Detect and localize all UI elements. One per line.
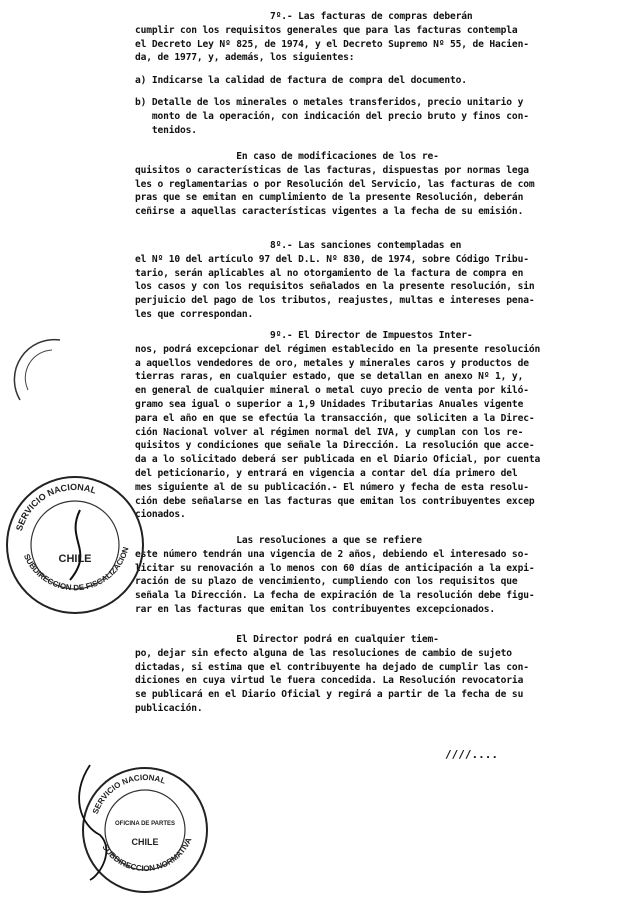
partial-stamp — [0, 330, 70, 410]
text-line: cumplir con los requisitos generales que para las facturas contempla — [135, 24, 518, 36]
seal-2-center-b: CHILE — [131, 837, 159, 847]
text-line: este número tendrán una vigencia de 2 años, debiendo el interesado so- — [135, 548, 529, 560]
seal-2-top-text: SERVICIO NACIONAL — [90, 772, 167, 816]
text-line: El Director podrá en cualquier tiem- — [135, 634, 439, 645]
text-line: monto de la operación, con indicación del precio bruto y finos con- — [135, 110, 529, 122]
text-line: a aquellos vendedores de oro, metales y minerales caros y productos de — [135, 357, 529, 369]
text-line: En caso de modificaciones de los re- — [135, 151, 439, 162]
text-line: dictadas, si estima que el contribuyente ha dejado de cumplir las con- — [135, 661, 529, 673]
text-line: da a lo solicitado deberá ser publicada en el Diario Oficial, por cuenta — [135, 454, 541, 466]
text-line: pras que se emitan en cumplimiento de la presente Resolución, deberán — [135, 192, 524, 204]
text-line: rar en las facturas que emitan los contribuyentes excepcionados. — [135, 603, 496, 615]
text-line: los casos y con los requisitos señalados en la presente resolución, sin — [135, 281, 535, 293]
svg-text:SERVICIO NACIONAL — [14, 482, 98, 532]
svg-text:SERVICIO NACIONAL — [91, 773, 167, 815]
text-line: 9º.- El Director de Impuestos Inter- — [135, 330, 473, 341]
validity-paragraph — [135, 534, 600, 617]
text-line: diciones en cuya virtud le fuera concedida. La Resolución revocatoria — [135, 675, 524, 687]
text-line: se publicará en el Diario Oficial y regirá a partir de la fecha de su — [135, 689, 524, 701]
seal-1-bottom-text: SUBDIRECCION DE FISCALIZACION — [21, 545, 131, 593]
text-line: quisitos o características de las facturas, dispuestas por normas lega — [135, 164, 529, 176]
text-line: tenidos. — [135, 124, 197, 136]
seal-2-bottom-text: SUBDIRECCION NORMATIVA — [100, 836, 194, 874]
text-line: ción Nacional volver al régimen normal del IVA, y cumplan con los re- — [135, 426, 524, 438]
text-line: quisitos y condiciones que señale la Dirección. La resolución que acce- — [135, 440, 535, 452]
text-line: ceñirse a aquellas características vigentes a la fecha de su emisión. — [135, 206, 524, 218]
modifications-paragraph — [135, 150, 600, 219]
text-line: perjuicio del pago de los tributos, reajustes, multas e intereses pena- — [135, 295, 535, 307]
seal-1-center: CHILE — [58, 553, 92, 565]
text-line: les que correspondan. — [135, 308, 254, 320]
text-line: licitar su renovación a lo menos con 60 días de anticipación a la expi- — [135, 562, 535, 574]
text-line: Las resoluciones a que se refiere — [135, 535, 422, 546]
text-line: nos, podrá excepcionar del régimen establecido en la presente resolución — [135, 343, 541, 355]
text-line: en general de cualquier mineral o metal cuyo precio de venta por kiló- — [135, 385, 529, 397]
text-line: ración de su plazo de vencimiento, cumpliendo con los requisitos que — [135, 576, 518, 588]
section-8-paragraph — [135, 239, 600, 322]
text-line: señala la Dirección. La fecha de expiración de la resolución debe figu- — [135, 590, 535, 602]
text-line: publicación. — [135, 702, 203, 714]
list-item-b — [135, 96, 600, 137]
text-line: 8º.- Las sanciones contempladas en — [135, 240, 462, 251]
list-item-a: a) Indicarse la calidad de factura de compra del documento. — [135, 75, 467, 86]
text-line: tierras raras, en cualquier estado, que se detallan en anexo Nº 1, y, — [135, 371, 524, 383]
text-line: les o reglamentarias o por Resolución del Servicio, las facturas de com — [135, 178, 535, 190]
section-7-paragraph — [135, 10, 600, 65]
text-line: da, de 1977, y, además, los siguientes: — [135, 52, 355, 64]
seal-1-top-text: SERVICIO NACIONAL — [14, 481, 98, 532]
text-line: para el año en que se efectúa la transacción, que soliciten a la Direc- — [135, 412, 535, 424]
text-line: po, dejar sin efecto alguna de las resoluciones de cambio de sujeto — [135, 647, 512, 659]
revocation-paragraph — [135, 633, 600, 716]
text-line: del peticionario, y entrará en vigencia a contar del día primero del — [135, 467, 518, 479]
continuation-mark: ////.... — [445, 748, 498, 761]
text-line: el Decreto Ley Nº 825, de 1974, y el Decreto Supremo Nº 55, de Hacien- — [135, 38, 529, 50]
text-line: cionados. — [135, 509, 186, 521]
text-line: tario, serán aplicables al no otorgamiento de la factura de compra en — [135, 267, 524, 279]
official-seal-2 — [60, 755, 220, 900]
text-line: 7º.- Las facturas de compras deberán — [135, 11, 473, 22]
text-line: b) Detalle de los minerales o metales transferidos, precio unitario y — [135, 97, 524, 108]
seal-2-center-a: OFICINA DE PARTES — [114, 821, 176, 827]
section-9-paragraph — [135, 329, 600, 522]
official-seal-1 — [0, 470, 150, 620]
text-line: el Nº 10 del artículo 97 del D.L. Nº 830, de 1974, sobre Código Tribu- — [135, 253, 529, 265]
text-line: ción debe señalarse en las facturas que emitan los contribuyentes excep — [135, 495, 535, 507]
text-line: gramo sea igual o superior a 1,9 Unidades Tributarias Anuales vigente — [135, 398, 524, 410]
text-line: mes siguiente al de su publicación.- El número y fecha de esta resolu- — [135, 481, 529, 493]
